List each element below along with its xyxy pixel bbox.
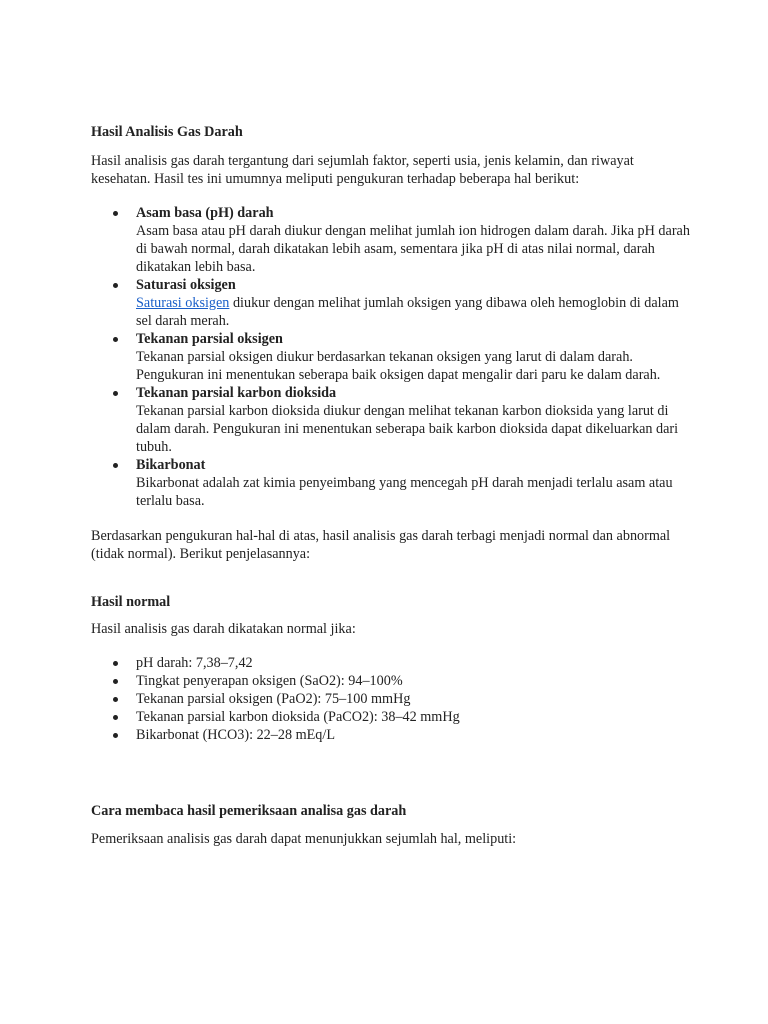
list-item-title: Saturasi oksigen <box>136 277 236 293</box>
list-item-body: Bikarbonat adalah zat kimia penyeimbang yang mencegah pH darah menjadi terlalu asam atau terlalu basa. <box>136 475 673 509</box>
section3-intro-paragraph: Pemeriksaan analisis gas darah dapat menunjukkan sejumlah hal, meliputi: <box>91 831 517 847</box>
measurement-list <box>91 204 691 510</box>
list-item-ph <box>91 204 691 276</box>
list-item-body: Asam basa atau pH darah diukur dengan melihat jumlah ion hidrogen dalam darah. Jika pH darah di bawah normal, darah dikatakan lebih asam, sementara jika pH di atas nilai normal, darah dikatakan lebih basa. <box>136 223 690 275</box>
saturasi-oksigen-link[interactable]: Saturasi oksigen <box>136 295 230 311</box>
section-title-hasil-normal: Hasil normal <box>91 594 171 610</box>
list-item-title: Bikarbonat <box>136 457 206 473</box>
summary-paragraph: Berdasarkan pengukuran hal-hal di atas, hasil analisis gas darah terbagi menjadi normal dan abnormal (tidak normal). Berikut penjelasannya: <box>91 528 671 562</box>
list-item-body: Tekanan parsial oksigen diukur berdasarkan tekanan oksigen yang larut di dalam darah. Pengukuran ini menentukan seberapa baik oksigen dapat mengalir dari paru ke dalam darah. <box>136 349 661 383</box>
list-item-body: Tekanan parsial karbon dioksida diukur dengan melihat tekanan karbon dioksida yang larut di dalam darah. Pengukuran ini menentukan seberapa baik karbon dioksida dapat dikeluarkan dari tubuh. <box>136 403 679 455</box>
list-item: pH darah: 7,38–7,42 <box>91 654 691 672</box>
list-item-bikarbonat <box>91 456 691 510</box>
list-item-body <box>136 294 691 330</box>
normal-values-list <box>91 654 691 744</box>
section-intro-paragraph: Hasil analisis gas darah tergantung dari sejumlah faktor, seperti usia, jenis kelamin, dan riwayat kesehatan. Hasil tes ini umumnya meliputi pengukuran terhadap beberapa hal berikut: <box>91 153 634 187</box>
list-item-tekanan-karbon <box>91 384 691 456</box>
list-item-tekanan-oksigen <box>91 330 691 384</box>
list-item: Tekanan parsial karbon dioksida (PaCO2): 38–42 mmHg <box>91 708 691 726</box>
list-item-saturasi <box>91 276 691 330</box>
list-item: Tekanan parsial oksigen (PaO2): 75–100 mmHg <box>91 690 691 708</box>
document-page <box>91 123 691 848</box>
list-item-title: Tekanan parsial karbon dioksida <box>136 385 337 401</box>
list-item: Tingkat penyerapan oksigen (SaO2): 94–100% <box>91 672 691 690</box>
normal-intro-paragraph: Hasil analisis gas darah dikatakan normal jika: <box>91 621 356 637</box>
section-title-hasil-analisis: Hasil Analisis Gas Darah <box>91 124 243 140</box>
list-item-title: Tekanan parsial oksigen <box>136 331 283 347</box>
list-item-title: Asam basa (pH) darah <box>136 205 274 221</box>
section-title-cara-membaca: Cara membaca hasil pemeriksaan analisa gas darah <box>91 803 407 819</box>
list-item: Bikarbonat (HCO3): 22–28 mEq/L <box>91 726 691 744</box>
list-item-body-text: diukur dengan melihat jumlah oksigen yang dibawa oleh hemoglobin di dalam sel darah merah. <box>136 295 679 329</box>
